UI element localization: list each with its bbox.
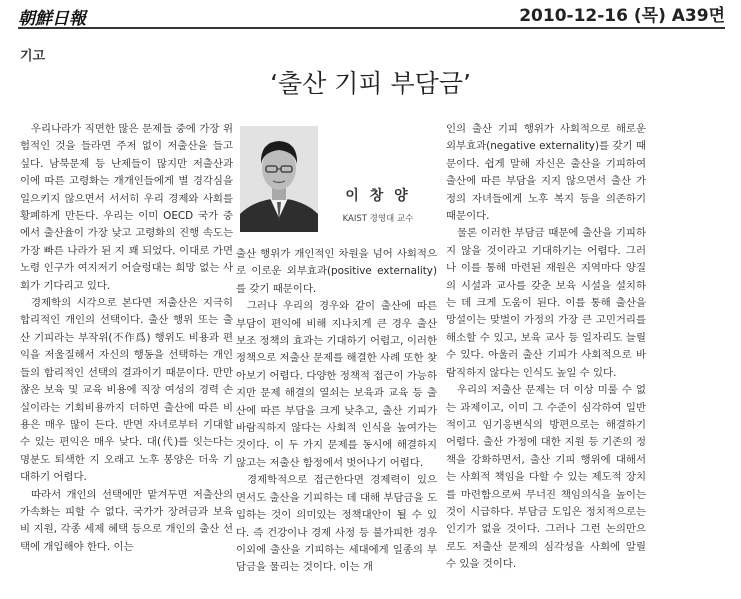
section-label: 기고	[20, 49, 46, 64]
paragraph: 경제학적으로 접근한다면 경제력이 있으면서도 출산을 기피하는 데 대해 부담금을 도입하는 것이 의미있는 정책대안이 될 수 있다. 즉 건강이나 경제 사정 등 불가피한 경우 이외에 출산을 기피하는 세대에게 일종의 부담금을 물리는 것이다. 이는 개	[236, 474, 437, 574]
paragraph: 경제학의 시각으로 본다면 저출산은 지극히 합리적인 개인의 선택이다. 출산 행위 또는 출산 기피라는 부작위(不作爲) 행위도 비용과 편익을 저울질해서 자신의 행동을 선택하는 개인들의 합리적인 선택의 결과이기 때문이다. 만만찮은 보육 및 교육 비용에 직장 여성의 경력 손실이라는 기회비용까지 더하면 출산에 따른 비용은 매우 많이 든다. 반면 자녀로부터 기대할 수 있는 편익은 매우 낮다. 대(代)를 잇는다는 명분도 퇴색한 지 오래고 노후 봉양은 더욱 기대하기 어렵다.	[20, 297, 233, 484]
newspaper-masthead: 朝鮮日報	[18, 9, 86, 29]
paragraph: 우리나라가 직면한 많은 문제들 중에 가장 위험적인 것을 들라면 주저 없이 저출산을 들고 싶다. 남북문제 등 난제들이 많지만 저출산과 이에 따른 고령화는 개개인들에게 별 경각심을 일으키지 않으면서 서서히 우리 경제와 사회를 황폐하게 만든다. 우리는 이미 OECD 국가 중에서 출산율이 가장 낮고 고령화의 진행 속도는 가장 빠른 나라가 된 지 꽤 되었다. 이대로 가면 노령 인구가 여지저기 어슬렁대는 희망 없는 사회가 기다리고 있다.	[20, 123, 233, 292]
author-photo	[240, 126, 318, 232]
header-rule	[18, 27, 725, 29]
paragraph: 인의 출산 기피 행위가 사회적으로 해로운 외부효과(negative externality)를 갖기 때문이다. 쉽게 말해 자신은 출산을 기피하여 출산에 따른 부담을 지지 않으면서 출산 가정의 자녀들에게 노후 복지 등을 의존하기 때문이다.	[446, 123, 646, 223]
article-column-1	[20, 121, 233, 556]
article-column-2	[236, 246, 437, 577]
paragraph: 출산 행위가 개인적인 차원을 넘어 사회적으로 이로운 외부효과(positive externality)를 갖기 때문이다.	[236, 248, 437, 295]
article-title: ‘출산 기피 부담금’	[270, 69, 471, 98]
author-affiliation: KAIST 경영대 교수	[342, 214, 414, 224]
article-column-3	[446, 121, 646, 574]
paragraph: 우리의 저출산 문제는 더 이상 미룰 수 없는 과제이고, 이미 그 수준이 심각하여 일반적이고 임기응변식의 방편으로는 해결하기 어렵다. 출산 가정에 대한 지원 등 기존의 정책을 강화하면서, 출산 기피 행위에 대해서는 사회적 책임을 다할 수 있는 제도적 장치를 마련함으로써 무너진 책임의식을 높이는 것이 시급하다. 부담금 도입은 정치적으로는 인기가 없을 것이다. 그러나 그런 논의만으로도 저출산 문제의 심각성을 사회에 알릴 수 있을 것이다.	[446, 384, 646, 571]
publication-date: 2010-12-16 (목) A39면	[519, 6, 725, 26]
paragraph: 따라서 개인의 선택에만 맡겨두면 저출산의 가속화는 피할 수 없다. 국가가 장려금과 보육비 지원, 각종 세제 혜택 등으로 개인의 출산 선택에 개입해야 한다. 이는	[20, 488, 233, 553]
paragraph: 그러나 우리의 경우와 같이 출산에 따른 부담이 편익에 비해 지나치게 큰 경우 출산 보조 정책의 효과는 기대하기 어렵고, 이러한 정책으로 저출산 문제를 해결한 사례 또한 찾아보기 어렵다. 다양한 정책적 접근이 가능하지만 문제 해결의 열쇠는 보육과 교육 등 출산에 따른 부담을 크게 낮추고, 출산 기피가 바람직하지 않다는 사회적 인식을 높여가는 것이다. 이 두 가지 문제를 동시에 해결하지 않고는 저출산 함정에서 벗어나기 어렵다.	[236, 300, 437, 469]
paragraph: 물론 이러한 부담금 때문에 출산을 기피하지 않을 것이라고 기대하기는 어렵다. 그러나 이를 통해 마련된 재원은 지역마다 양질의 시설과 교사를 갖춘 보육 시설을 설치하는 데 크게 도움이 된다. 이를 통해 출산을 망설이는 맞벌이 가정의 가장 큰 고민거리를 해소할 수 있고, 보육 교사 등 일자리도 늘릴 수 있다. 아울러 출산 기피가 사회적으로 바람직하지 않다는 인식도 높일 수 있다.	[446, 227, 646, 379]
author-name: 이 창 양	[345, 188, 411, 204]
